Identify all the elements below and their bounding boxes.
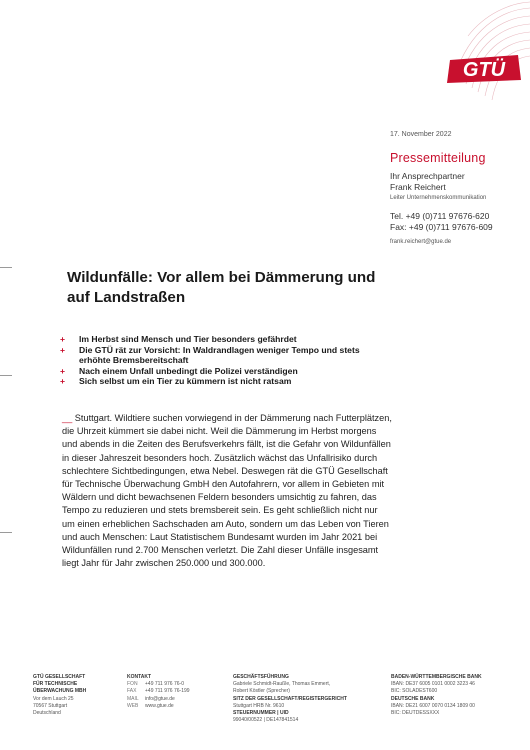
footer-management: GESCHÄFTSFÜHRUNG Gabriele Schmidt-Raußle, Thomas Emmert, Robert Köstler (Sprecher) SITZ DER GESELLSCHAFT/REGISTERGERICHT Stuttgart HRB Nr. 9610 STEUERNUMMER | UID 99040/00522 | DE147841514 xyxy=(233,674,347,724)
body-paragraph xyxy=(62,412,392,570)
gtu-logo xyxy=(444,52,524,86)
lead-dash: __ xyxy=(62,413,73,423)
footer-banks: BADEN-WÜRTTEMBERGISCHE BANK IBAN: DE37 6005 0101 0002 3223 46 BIC: SOLADEST600 DEUTSCHE BANK IBAN: DE21 6007 0070 0134 1809 00 BIC: DEUTDESSXXX xyxy=(391,674,482,717)
fold-mark-3 xyxy=(0,532,12,533)
body-text: Stuttgart. Wildtiere suchen vorwiegend in der Dämmerung nach Futterplätzen, die Uhrzeit kümmert sie dabei nicht. Weil die Dämmerung im Herbst morgens und abends in die Zeiten des Berufsverkehrs fällt, ist die Gefahr von Wildunfällen in dieser Jahreszeit besonders hoch. Zusätzlich wächst das Unfallrisiko durch schlechtere Sichtbedingungen, etwa Nebel. Deswegen rät die GTÜ Gesellschaft für Technische Überwachung GmbH den Autofahrern, vor allem in Gebieten mit Wäldern und dicht bewachsenen Feldern besonders umsichtig zu fahren, das Tempo zu reduzieren und stets bremsbereit sein. Es geht schließlich nicht nur um einen erheblichen Sachschaden am Auto, sondern um das Leben von Tieren und auch Menschen: Laut Statistischem Bundesamt wurden im Jahr 2021 bei Wildunfällen rund 2.700 Menschen verletzt. Die Zahl dieser Unfälle insgesamt liegt Jahr für Jahr zwischen 250.000 und 300.000. xyxy=(62,413,392,569)
footer-web-link[interactable]: www.gtue.de xyxy=(145,702,174,709)
contact-name: Frank Reichert xyxy=(390,182,446,192)
press-release-title: Wildunfälle: Vor allem bei Dämmerung und auf Landstraßen xyxy=(67,269,376,306)
footer-email-link[interactable]: info@gtue.de xyxy=(145,695,175,702)
key-points-list xyxy=(60,334,390,387)
contact-email[interactable]: frank.reichert@gtue.de xyxy=(390,239,452,245)
letterhead-footer xyxy=(33,674,513,734)
contact-fax: Fax: +49 (0)711 97676-609 xyxy=(390,222,493,232)
plus-icon: + xyxy=(60,376,66,387)
contact-role: Leiter Unternehmenskommunikation xyxy=(390,195,487,201)
key-point: + Sich selbst um ein Tier zu kümmern ist nicht ratsam xyxy=(60,376,292,387)
press-info-column xyxy=(390,131,526,245)
fold-mark-2 xyxy=(0,375,12,376)
key-point: + Im Herbst sind Mensch und Tier besonders gefährdet xyxy=(60,334,297,344)
plus-icon: + xyxy=(60,344,66,355)
plus-icon: + xyxy=(60,365,66,376)
footer-contact: KONTAKT FON +49 711 976 76-0 FAX +49 711 976 76-199 MAIL info@gtue.de WEB www.gtue.de xyxy=(127,674,190,709)
plus-icon: + xyxy=(60,334,66,344)
key-point: + Nach einem Unfall unbedingt die Polizei verständigen xyxy=(60,365,298,376)
fold-mark-1 xyxy=(0,267,12,268)
document-type: Pressemitteilung xyxy=(390,151,486,165)
key-point: + Die GTÜ rät zur Vorsicht: In Waldrandlagen weniger Tempo und stets erhöhte Bremsbereitschaft xyxy=(60,344,360,366)
logo-text: GTÜ xyxy=(462,59,506,81)
release-date: 17. November 2022 xyxy=(390,131,452,138)
contact-phone: Tel. +49 (0)711 97676-620 xyxy=(390,211,490,221)
contact-label: Ihr Ansprechpartner xyxy=(390,171,465,181)
footer-company: GTÜ GESELLSCHAFT FÜR TECHNISCHE ÜBERWACHUNG MBH Vor dem Lauch 25 70567 Stuttgart Deutschland xyxy=(33,674,87,717)
